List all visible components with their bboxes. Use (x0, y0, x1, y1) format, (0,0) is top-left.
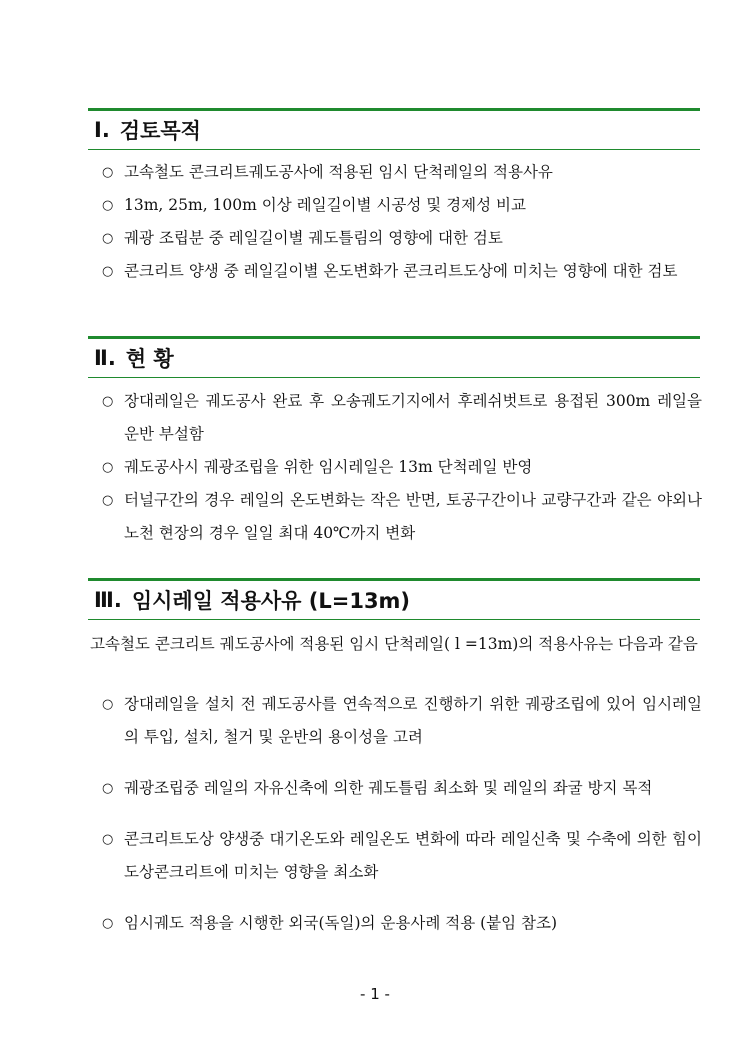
section-rule-bottom (88, 619, 700, 620)
list-item: ○ 장대레일을 설치 전 궤도공사를 연속적으로 진행하기 위한 궤광조립에 있어 임시레일의 투입, 설치, 철거 및 운반의 용이성을 고려 (102, 688, 702, 754)
bullet-icon: ○ (102, 697, 114, 712)
bullet-icon: ○ (102, 231, 114, 246)
section-3-header (88, 578, 700, 620)
bullet-icon: ○ (102, 916, 114, 931)
page-number: - 1 - (360, 985, 390, 1003)
list-item: ○ 임시궤도 적용을 시행한 외국(독일)의 운용사례 적용 (붙임 참조) (102, 907, 702, 940)
section-2-list (102, 385, 702, 550)
section-heading (88, 111, 700, 149)
section-rule-bottom (88, 149, 700, 150)
list-item: ○ 13m, 25m, 100m 이상 레일길이별 시공성 및 경제성 비교 (102, 189, 702, 222)
section-heading (88, 581, 700, 619)
list-item: ○ 콘크리트 양생 중 레일길이별 온도변화가 콘크리트도상에 미치는 영향에 대한 검토 (102, 255, 702, 288)
bullet-icon: ○ (102, 198, 114, 213)
list-item: ○ 고속철도 콘크리트궤도공사에 적용된 임시 단척레일의 적용사유 (102, 156, 702, 189)
section-title: 검토목적 (119, 119, 201, 143)
bullet-icon: ○ (102, 165, 114, 180)
list-item: ○ 궤광 조립분 중 레일길이별 궤도틀림의 영향에 대한 검토 (102, 222, 702, 255)
bullet-icon: ○ (102, 264, 114, 279)
bullet-icon: ○ (102, 781, 114, 796)
list-item: ○ 궤도공사시 궤광조립을 위한 임시레일은 13m 단척레일 반영 (102, 451, 702, 484)
section-3-intro: 고속철도 콘크리트 궤도공사에 적용된 임시 단척레일( l =13m)의 적용사유는 다음과 같음 (90, 635, 698, 653)
bullet-icon: ○ (102, 832, 114, 847)
section-1-header (88, 108, 700, 150)
list-item: ○ 터널구간의 경우 레일의 온도변화는 작은 반면, 토공구간이나 교량구간과 같은 야외나 노천 현장의 경우 일일 최대 40℃까지 변화 (102, 484, 702, 550)
list-item: ○ 콘크리트도상 양생중 대기온도와 레일온도 변화에 따라 레일신축 및 수축에 의한 힘이 도상콘크리트에 미치는 영향을 최소화 (102, 823, 702, 889)
section-title: 현 황 (125, 347, 174, 371)
section-3-list (102, 688, 702, 940)
bullet-icon: ○ (102, 460, 114, 475)
section-heading (88, 339, 700, 377)
section-1-list (102, 156, 702, 288)
section-number: Ⅱ. (94, 346, 116, 370)
section-2-header (88, 336, 700, 378)
section-rule-bottom (88, 377, 700, 378)
bullet-icon: ○ (102, 493, 114, 508)
list-item: ○ 궤광조립중 레일의 자유신축에 의한 궤도틀림 최소화 및 레일의 좌굴 방지 목적 (102, 772, 702, 805)
section-title: 임시레일 적용사유 (L=13m) (131, 589, 411, 613)
section-number: Ⅰ. (94, 118, 110, 142)
section-number: Ⅲ. (94, 588, 122, 612)
list-item: ○ 장대레일은 궤도공사 완료 후 오송궤도기지에서 후레쉬벗트로 용접된 300m 레일을 운반 부설함 (102, 385, 702, 451)
bullet-icon: ○ (102, 394, 114, 409)
